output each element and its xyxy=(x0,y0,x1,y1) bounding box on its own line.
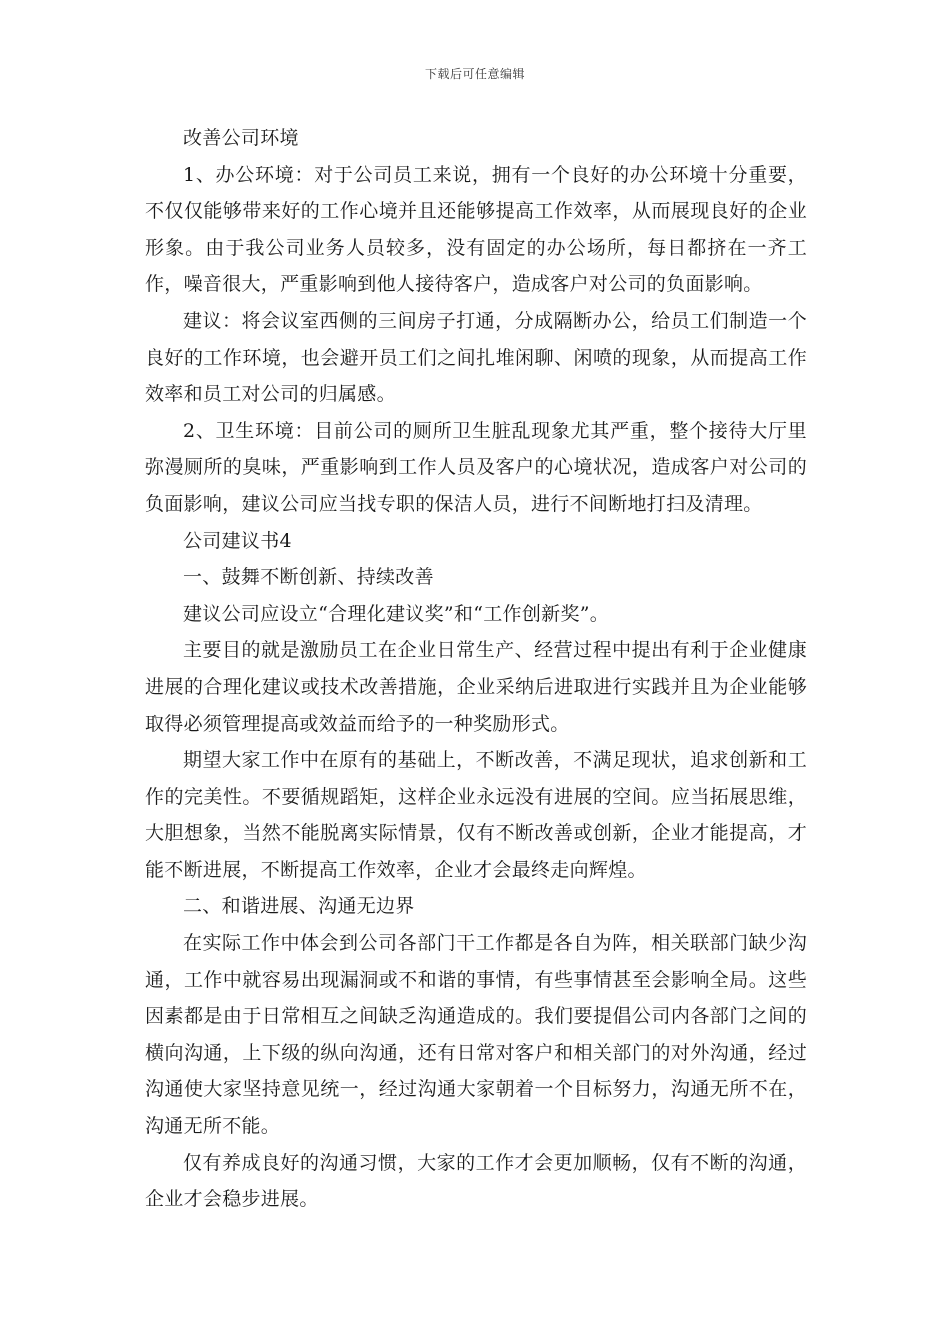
paragraph-awards: 建议公司应设立“合理化建议奖”和“工作创新奖”。 xyxy=(183,602,610,625)
paragraph-hygiene-environment: 2、卫生环境：目前公司的厕所卫生脏乱现象尤其严重，整个接待大厅里弥漫厕所的臭味，严重影响到工作人员及客户的心境状况，造成客户对公司的负面影响，建议公司应当找专职的保洁人员，进行不间断地打扫及清理。 xyxy=(145,419,807,515)
paragraph-office-environment: 1、办公环境：对于公司员工来说，拥有一个良好的办公环境十分重要，不仅仅能够带来好的工作心境并且还能够提高工作效率，从而展现良好的企业形象。由于我公司业务人员较多，没有固定的办公场所，每日都挤在一齐工作，噪音很大，严重影响到他人接待客户，造成客户对公司的负面影响。 xyxy=(145,163,807,296)
paragraph-main-purpose: 主要目的就是激励员工在企业日常生产、经营过程中提出有利于企业健康进展的合理化建议或技术改善措施，企业采纳后进取进行实践并且为企业能够取得必须管理提高或效益而给予的一种奖励形式。 xyxy=(145,639,807,735)
header-note: 下载后可任意编辑 xyxy=(424,67,525,81)
paragraph-expectation: 期望大家工作中在原有的基础上，不断改善，不满足现状，追求创新和工作的完美性。不要循规蹈矩，这样企业永远没有进展的空间。应当拓展思维，大胆想象，当然不能脱离实际情景，仅有不断改善或创新，企业才能提高，才能不断进展，不断提高工作效率，企业才会最终走向辉煌。 xyxy=(145,749,807,881)
paragraph-communication-habit: 仅有养成良好的沟通习惯，大家的工作才会更加顺畅，仅有不断的沟通，企业才会稳步进展。 xyxy=(145,1151,807,1211)
document-body xyxy=(145,120,807,1218)
paragraph-suggestion: 建议：将会议室西侧的三间房子打通，分成隔断办公，给员工们制造一个良好的工作环境，也会避开员工们之间扎堆闲聊、闲喷的现象，从而提高工作效率和员工对公司的归属感。 xyxy=(145,309,807,406)
heading-innovation: 一、鼓舞不断创新、持续改善 xyxy=(183,566,434,589)
heading-communication: 二、和谐进展、沟通无边界 xyxy=(183,895,415,918)
section-title-improve-environment: 改善公司环境 xyxy=(183,127,299,149)
section-title-proposal-4: 公司建议书4 xyxy=(183,529,292,552)
paragraph-communication-practice: 在实际工作中体会到公司各部门干工作都是各自为阵，相关联部门缺少沟通，工作中就容易出现漏洞或不和谐的事情，有些事情甚至会影响全局。这些因素都是由于日常相互之间缺乏沟通造成的。我们要提倡公司内各部门之间的横向沟通，上下级的纵向沟通，还有日常对客户和相关部门的对外沟通，经过沟通使大家坚持意见统一，经过沟通大家朝着一个目标努力，沟通无所不在，沟通无所不能。 xyxy=(145,932,807,1138)
